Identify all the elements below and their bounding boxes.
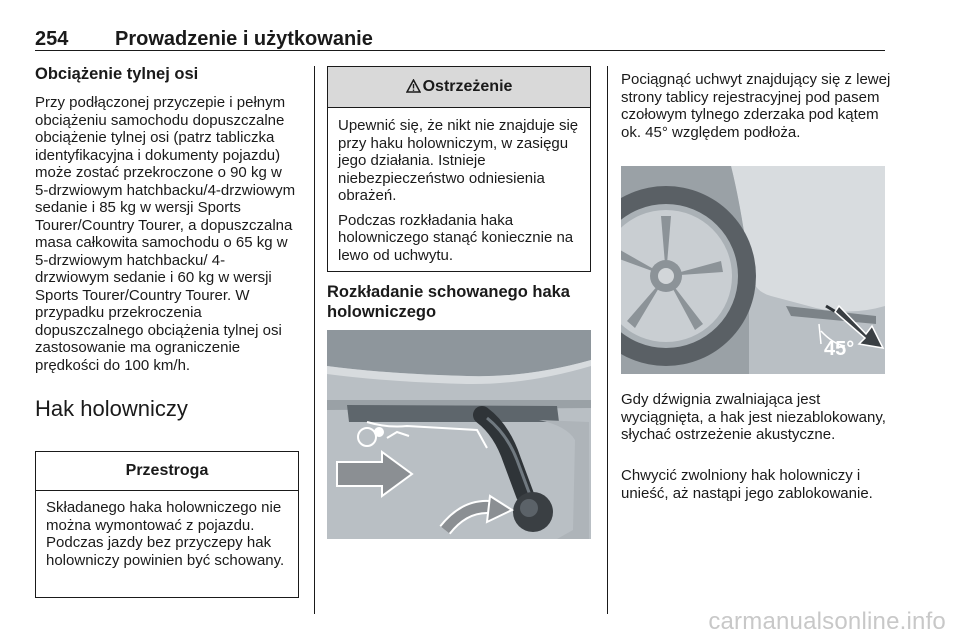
left-column bbox=[35, 64, 299, 422]
release-handle-illustration bbox=[621, 166, 885, 374]
header-rule bbox=[35, 50, 885, 51]
section-title-unfold-towbar: Rozkładanie schowanego haka holowniczego bbox=[327, 283, 570, 321]
page-number: 254 bbox=[35, 28, 69, 50]
caution-box-text: Składanego haka holowniczego nie można wymontować z pojazdu. Podczas jazdy bez przyczepy hak holowniczy powinien być schowany. bbox=[46, 499, 285, 569]
caution-box bbox=[35, 451, 299, 598]
section-title-towbar: Hak holowniczy bbox=[35, 396, 188, 421]
section-title-rear-axle-load: Obciążenie tylnej osi bbox=[35, 65, 199, 83]
column-divider bbox=[607, 66, 608, 614]
right-paragraph-1: Pociągnąć uchwyt znajdujący się z lewej strony tablicy rejestracyjnej pod pasem czołowym tylnego zderzaka pod kątem ok. 45° względem podłoża. bbox=[621, 71, 891, 141]
warning-box-paragraph-1: Upewnić się, że nikt nie znajduje się przy haku holowniczym, w zasięgu jego działania. Istnieje niebezpieczeństwo odniesienia obrażeń. bbox=[338, 117, 579, 204]
column-divider bbox=[314, 66, 315, 614]
caution-box-title: Przestroga bbox=[36, 452, 298, 491]
towbar-unfold-illustration bbox=[327, 330, 591, 539]
warning-triangle-icon bbox=[406, 69, 421, 109]
warning-box-paragraph-2: Podczas rozkładania haka holowniczego stanąć koniecznie na lewo od uchwytu. bbox=[338, 211, 574, 264]
angle-label: 45° bbox=[824, 338, 855, 360]
warning-box-header bbox=[328, 67, 590, 108]
rear-axle-load-text: Przy podłączonej przyczepie i pełnym obciążeniu samochodu dopuszczalne obciążenie tylnej osi (patrz tabliczka identyfikacyjna i dokumenty pojazdu) może zostać przekroczone o 90 kg w 5-drzwiowym hatchbacku/4-drzwiowym sedanie i 85 kg w wersji Sports Tourer/Country Tourer, a dopuszczalna masa całkowita samochodu o 65 kg w 5-drzwiowym hatchbacku/ 4-drzwiowym sedanie i 60 kg w wersji Sports Tourer/Country Tourer. W przypadku przekroczenia dopuszczalnego obciążenia tylnej osi zastosowanie ma ograniczenie prędkości do 100 km/h. bbox=[35, 94, 296, 374]
right-paragraph-2: Gdy dźwignia zwalniająca jest wyciągnięta, a hak jest niezablokowany, słychać ostrzeżenie akustyczne. bbox=[621, 391, 886, 443]
warning-box bbox=[327, 66, 591, 272]
page-header bbox=[35, 28, 885, 50]
warning-box-title: Ostrzeżenie bbox=[422, 78, 513, 95]
chapter-title: Prowadzenie i użytkowanie bbox=[115, 28, 373, 50]
right-paragraph-3: Chwycić zwolniony hak holowniczy i unieść, aż nastąpi jego zablokowanie. bbox=[621, 467, 873, 502]
watermark: carmanualsonline.info bbox=[708, 608, 946, 635]
